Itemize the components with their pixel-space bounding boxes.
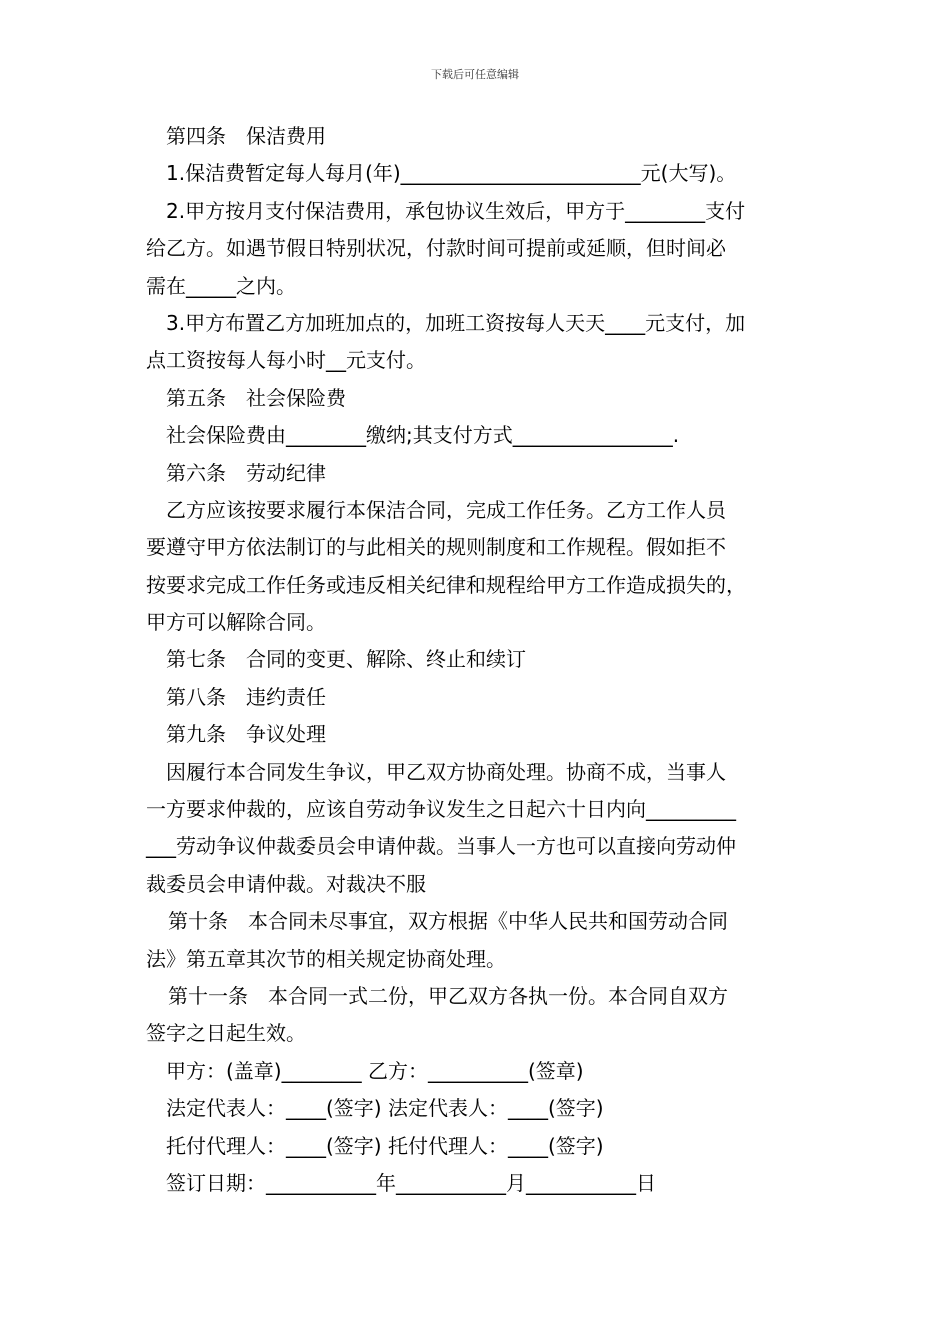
page-header: 下载后可任意编辑 [431, 68, 519, 81]
clause-4-2-line1: 2.甲方按月支付保洁费用，承包协议生效后，甲方于________支付 [166, 198, 746, 223]
clause-4-1: 1.保洁费暂定每人每月(年)________________________元(大写)。 [166, 161, 737, 186]
article-5-heading: 第五条 社会保险费 [166, 385, 346, 410]
article-10-line1: 第十条 本合同未尽事宜，双方根据《中华人民共和国劳动合同 [168, 909, 728, 934]
article-10-line2: 法》第五章其次节的相关规定协商处理。 [146, 946, 506, 971]
clause-4-3-line2: 点工资按每人每小时__元支付。 [146, 348, 426, 373]
article-6-heading: 第六条 劳动纪律 [166, 460, 326, 485]
article-6-text-line2: 要遵守甲方依法制订的与此相关的规则制度和工作规程。假如拒不 [146, 535, 726, 560]
contract-body [146, 118, 822, 1202]
signature-parties: 甲方：(盖章)________ 乙方：__________(签章) [166, 1058, 584, 1083]
article-6-text-line4: 甲方可以解除合同。 [146, 610, 326, 635]
signature-legal-representatives: 法定代表人：____(签字) 法定代表人：____(签字) [166, 1096, 604, 1121]
article-9-heading: 第九条 争议处理 [166, 722, 326, 747]
article-11-line2: 签字之日起生效。 [146, 1021, 306, 1046]
article-6-text-line3: 按要求完成工作任务或违反相关纪律和规程给甲方工作造成损失的， [146, 572, 746, 597]
clause-4-2-line2: 给乙方。如遇节假日特别状况，付款时间可提前或延顺，但时间必 [146, 236, 726, 261]
article-5-text: 社会保险费由________缴纳;其支付方式________________. [166, 423, 680, 448]
article-9-text-line3: ___劳动争议仲裁委员会申请仲裁。当事人一方也可以直接向劳动仲 [146, 834, 736, 859]
article-9-text-line4: 裁委员会申请仲裁。对裁决不服 [146, 871, 426, 896]
article-9-text-line2: 一方要求仲裁的，应该自劳动争议发生之日起六十日内向_________ [146, 797, 736, 822]
clause-4-3-line1: 3.甲方布置乙方加班加点的，加班工资按每人天天____元支付，加 [166, 310, 746, 335]
clause-4-2-line3: 需在_____之内。 [146, 273, 296, 298]
article-9-text-line1: 因履行本合同发生争议，甲乙双方协商处理。协商不成，当事人 [166, 759, 726, 784]
signature-agents: 托付代理人：____(签字) 托付代理人：____(签字) [166, 1133, 604, 1158]
article-8-heading: 第八条 违约责任 [166, 684, 326, 709]
signing-date: 签订日期：___________年___________月___________日 [166, 1170, 656, 1195]
article-11-line1: 第十一条 本合同一式二份，甲乙双方各执一份。本合同自双方 [168, 983, 728, 1008]
article-6-text-line1: 乙方应该按要求履行本保洁合同，完成工作任务。乙方工作人员 [166, 497, 726, 522]
article-7-heading: 第七条 合同的变更、解除、终止和续订 [166, 647, 526, 672]
article-4-heading: 第四条 保洁费用 [166, 124, 326, 148]
